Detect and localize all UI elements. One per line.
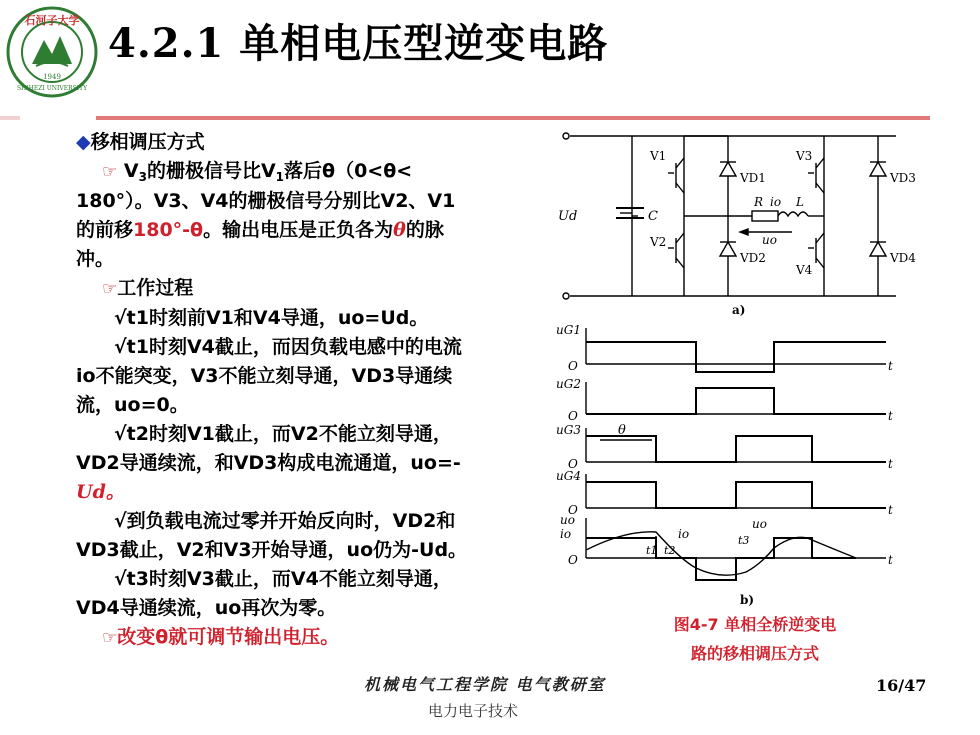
- label-vd3: VD3: [890, 171, 916, 185]
- s2-line2: io不能突变，V3不能立刻导通，VD3导通续: [76, 365, 453, 387]
- section-line: [76, 274, 556, 304]
- s3-line3: Ud。: [76, 481, 125, 503]
- label-a: a): [732, 303, 746, 317]
- label-ug4: uG4: [556, 469, 581, 483]
- waveforms: [556, 323, 893, 607]
- footer-course: 电力电子技术: [428, 702, 519, 720]
- label-o2: O: [568, 409, 578, 423]
- hand-bullet-icon: ☞: [102, 162, 118, 182]
- p1-l3a: 的前移: [76, 219, 134, 241]
- hand-bullet-icon: ☞: [102, 628, 118, 648]
- s4-line2: VD3截止，V2和V3开始导通，uo仍为-Ud。: [76, 539, 468, 561]
- p1-e: 落后θ（0<θ<: [284, 160, 413, 182]
- label-t3: t: [888, 457, 893, 471]
- label-v3: V3: [796, 149, 813, 163]
- label-l: L: [796, 195, 804, 209]
- label-ug1: uG1: [556, 323, 581, 337]
- p1-l3d: θ: [393, 219, 406, 241]
- label-time-t3: t3: [738, 534, 750, 547]
- label-t1: t: [888, 359, 893, 373]
- p1-d: 1: [275, 170, 285, 184]
- s2-line3: 流，uo=0。: [76, 394, 189, 416]
- label-uo-circuit: uo: [762, 233, 777, 247]
- s3-line1: √t2时刻V1截止，而V2不能立刻导通，: [114, 423, 452, 445]
- label-theta: θ: [618, 423, 626, 438]
- caption-line2: 路的移相调压方式: [690, 644, 819, 663]
- label-time-t2: t2: [664, 544, 676, 557]
- label-vd1: VD1: [740, 171, 766, 185]
- label-ug2: uG2: [556, 377, 581, 391]
- label-ug3: uG3: [556, 423, 581, 437]
- p1-line2: 180°）。V3、V4的栅极信号分别比V2、V1: [76, 190, 456, 212]
- label-o4: O: [568, 503, 578, 517]
- s1: √t1时刻前V1和V4导通，uo=Ud。: [114, 307, 429, 329]
- logo-top-text: 石河子大学: [24, 14, 80, 27]
- s2-line1: √t1时刻V4截止，而因负载电感中的电流: [114, 336, 462, 358]
- label-r: R: [754, 195, 764, 209]
- label-t5: t: [888, 553, 893, 567]
- heading: 移相调压方式: [90, 131, 205, 153]
- title-rule: [96, 116, 930, 120]
- p1-c: 的栅极信号比V: [146, 160, 276, 182]
- last-line: [76, 623, 556, 653]
- p1-line3: [76, 216, 556, 245]
- p1-a: V: [123, 160, 139, 182]
- label-t2: t: [888, 409, 893, 423]
- p1-line4: 冲。: [76, 248, 115, 270]
- label-c: C: [648, 209, 658, 224]
- inverter-diagram: [556, 128, 926, 614]
- heading-line: [76, 128, 556, 157]
- footer-dept: 机械电气工程学院 电气教研室: [364, 675, 606, 694]
- label-vd2: VD2: [740, 251, 766, 265]
- diamond-bullet-icon: ◆: [76, 131, 91, 153]
- slide-title: 4.2.1 单相电压型逆变电路: [108, 20, 609, 67]
- p1-line1: [76, 157, 556, 187]
- body-text: [76, 128, 556, 653]
- logo-bottom-text: SHIHEZI UNIVERSITY: [16, 85, 88, 92]
- hand-bullet-icon: ☞: [102, 279, 118, 299]
- title-rule-left: [0, 116, 20, 120]
- label-uo-wave: uo: [560, 513, 575, 527]
- label-io-curve: io: [678, 527, 690, 541]
- caption-line1: 图4-7 单相全桥逆变电: [673, 615, 837, 634]
- p1-b: 3: [138, 170, 147, 184]
- logo-year: 1949: [43, 73, 61, 81]
- s5-line2: VD4导通续流，uo再次为零。: [76, 597, 337, 619]
- label-uo-curve: uo: [752, 517, 767, 531]
- last-text: 改变θ就可调节输出电压。: [117, 626, 340, 648]
- label-v2: V2: [650, 235, 667, 249]
- figure-caption: [640, 610, 870, 668]
- label-o1: O: [568, 359, 578, 373]
- s4-line1: √到负载电流过零并开始反向时，VD2和: [114, 510, 456, 532]
- p1-l3b: 180°-θ: [133, 219, 204, 241]
- label-t4: t: [888, 503, 893, 517]
- label-io-wave: io: [560, 527, 572, 541]
- university-logo: [6, 6, 98, 98]
- label-io-circuit: io: [770, 195, 782, 209]
- section-heading: 工作过程: [117, 277, 194, 299]
- label-v1: V1: [650, 149, 667, 163]
- label-time-t1: t1: [646, 544, 658, 557]
- s3-line2: VD2导通续流，和VD3构成电流通道，uo=-: [76, 452, 461, 474]
- p1-l3c: 。输出电压是正负各为: [203, 219, 394, 241]
- label-o5: O: [568, 553, 578, 567]
- bridge-circuit: [558, 133, 916, 317]
- label-vd4: VD4: [890, 251, 916, 265]
- s5-line1: √t3时刻V3截止，而V4不能立刻导通，: [114, 568, 452, 590]
- label-ud: Ud: [558, 209, 578, 224]
- label-o3: O: [568, 457, 578, 471]
- p1-l3e: 的脉: [405, 219, 444, 241]
- label-v4: V4: [796, 263, 813, 277]
- label-b: b): [740, 593, 755, 607]
- page-number: 16/47: [876, 676, 927, 695]
